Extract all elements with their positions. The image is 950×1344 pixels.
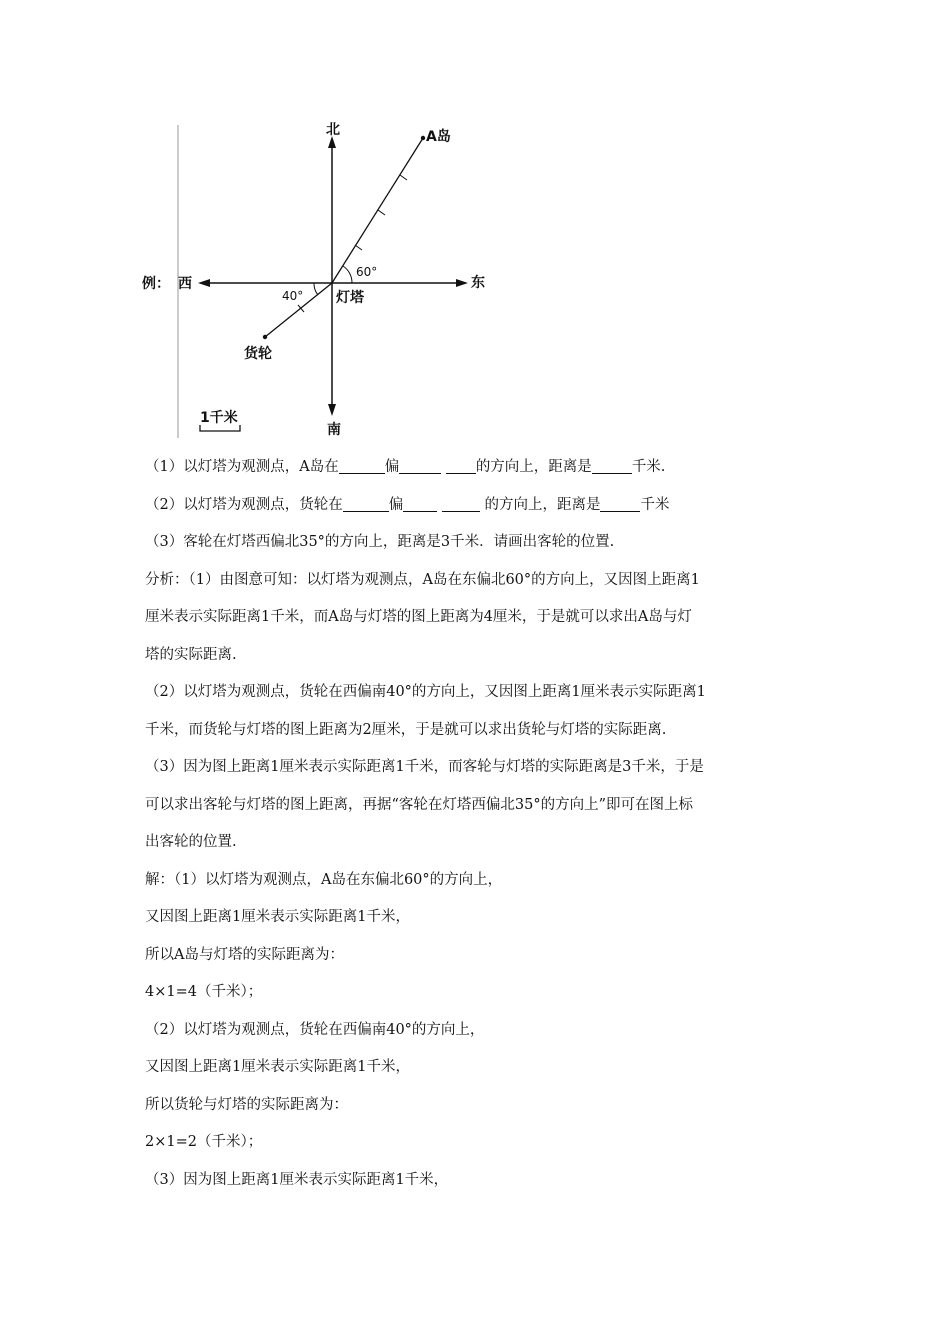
solution-line: （3）因为图上距离1厘米表示实际距离1千米， — [145, 1171, 449, 1188]
answer-blank[interactable] — [442, 495, 480, 512]
solution-line: 又因图上距离1厘米表示实际距离1千米， — [145, 1059, 410, 1075]
q1-text-d: 千米. — [631, 459, 666, 475]
question-1 — [145, 449, 815, 487]
solution-line: 4×1=4（千米）； — [145, 984, 263, 1000]
answer-blank[interactable] — [339, 457, 385, 474]
west-arrow-icon — [198, 279, 210, 287]
island-ray — [332, 138, 423, 283]
analysis-line: （2）以灯塔为观测点，货轮在西偏南40°的方向上，又因图上距离1厘米表示实际距离1 — [145, 684, 706, 700]
angle-east-label: 60° — [356, 265, 378, 279]
angle-arc-west — [314, 283, 318, 295]
question-3: （3）客轮在灯塔西偏北35°的方向上，距离是3千米．请画出客轮的位置. — [145, 534, 615, 550]
q2-text-a: （2）以灯塔为观测点，货轮在 — [145, 496, 343, 513]
solution-line: 2×1=2（千米）； — [145, 1134, 263, 1150]
q2-text-b: 偏 — [388, 496, 404, 513]
angle-arc-east — [343, 266, 352, 283]
solution-line: 所以货轮与灯塔的实际距离为： — [145, 1096, 348, 1113]
angle-west-label: 40° — [282, 289, 304, 303]
analysis-line: （3）因为图上距离1厘米表示实际距离1千米，而客轮与灯塔的实际距离是3千米，于是 — [145, 759, 704, 775]
solution-line: 解：（1）以灯塔为观测点，A岛在东偏北60°的方向上， — [145, 871, 503, 888]
north-label: 北 — [326, 122, 340, 138]
q2-text-d: 千米 — [640, 496, 670, 513]
island-point — [421, 136, 425, 140]
answer-blank[interactable] — [592, 457, 632, 474]
solution — [145, 862, 815, 1200]
south-label: 南 — [327, 422, 341, 438]
solution-line: 所以A岛与灯塔的实际距离为： — [145, 946, 344, 963]
answer-blank[interactable] — [446, 457, 476, 474]
freighter-point — [263, 335, 267, 339]
answer-blank[interactable] — [399, 457, 441, 474]
tick — [355, 245, 362, 250]
answer-blank[interactable] — [343, 495, 389, 512]
q1-text-b: 偏 — [384, 459, 400, 475]
answer-blank[interactable] — [600, 495, 640, 512]
q1-text-a: （1）以灯塔为观测点，A岛在 — [145, 459, 339, 475]
east-label: 东 — [471, 275, 485, 291]
question-2 — [145, 487, 815, 525]
analysis-line: 塔的实际距离. — [145, 646, 237, 663]
q1-text-c: 的方向上，距离是 — [475, 459, 592, 475]
answer-blank[interactable] — [403, 495, 437, 512]
tick — [400, 175, 407, 180]
freighter-label: 货轮 — [244, 346, 272, 362]
analysis — [145, 562, 815, 862]
analysis-line: 分析：（1）由图意可知：以灯塔为观测点，A岛在东偏北60°的方向上，又因图上距离1 — [145, 571, 700, 588]
south-arrow-icon — [328, 404, 336, 416]
analysis-line: 出客轮的位置. — [145, 834, 237, 850]
island-label: A岛 — [426, 129, 451, 145]
direction-diagram — [140, 120, 500, 440]
analysis-line: 厘米表示实际距离1千米，而A岛与灯塔的图上距离为4厘米，于是就可以求出A岛与灯 — [145, 609, 692, 625]
solution-line: （2）以灯塔为观测点，货轮在西偏南40°的方向上， — [145, 1021, 485, 1038]
analysis-line: 可以求出客轮与灯塔的图上距离，再据“客轮在灯塔西偏北35°的方向上”即可在图上标 — [145, 796, 694, 813]
east-arrow-icon — [456, 279, 468, 287]
scale-label: 1千米 — [200, 410, 238, 426]
west-label: 西 — [178, 276, 192, 292]
solution-line: 又因图上距离1厘米表示实际距离1千米， — [145, 909, 410, 925]
tick — [378, 210, 385, 215]
questions — [145, 449, 815, 562]
lighthouse-label: 灯塔 — [336, 290, 364, 306]
example-label: 例： — [142, 276, 170, 292]
q2-text-c: 的方向上，距离是 — [484, 496, 601, 513]
diagram-svg — [140, 120, 500, 440]
analysis-line: 千米，而货轮与灯塔的图上距离为2厘米，于是就可以求出货轮与灯塔的实际距离. — [145, 721, 667, 738]
